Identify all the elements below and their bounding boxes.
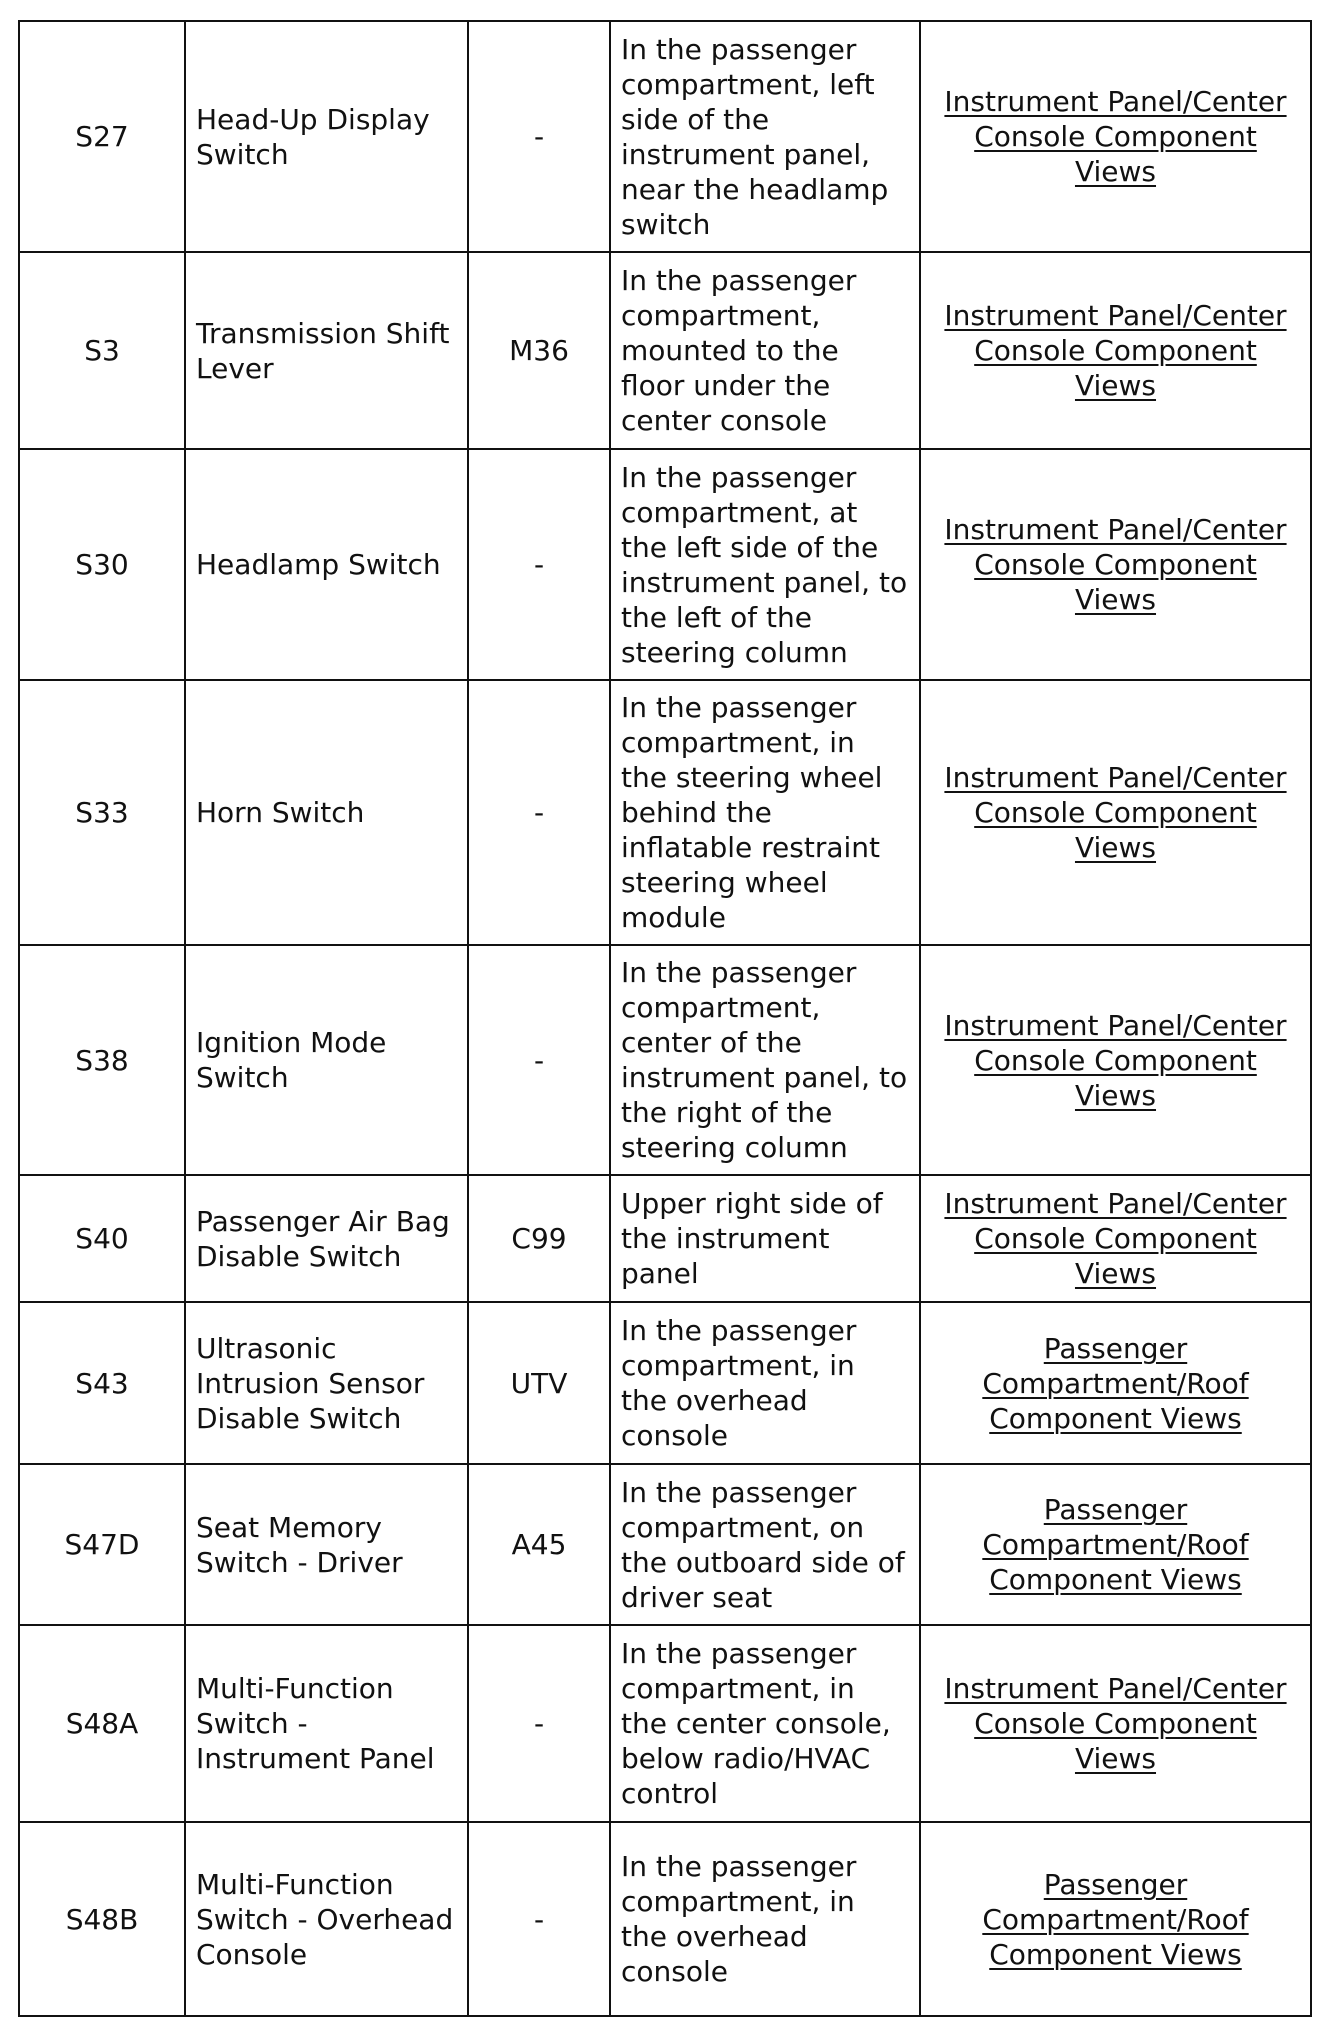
view-cell — [920, 680, 1311, 945]
component-view-link[interactable]: Instrument Panel/Center Console Component Views — [944, 513, 1287, 616]
table-row — [19, 21, 1311, 252]
component-name: Horn Switch — [196, 796, 365, 829]
component-name: Ignition Mode Switch — [196, 1026, 387, 1094]
component-id: S47D — [64, 1528, 140, 1561]
location: In the passenger compartment, in the steering wheel behind the inflatable restraint steering wheel module — [621, 691, 883, 934]
location-cell — [610, 1302, 920, 1464]
component-id-cell — [19, 1625, 185, 1822]
view-cell — [920, 1302, 1311, 1464]
location: In the passenger compartment, on the outboard side of driver seat — [621, 1475, 905, 1614]
table-row — [19, 1464, 1311, 1625]
connector-cell — [468, 252, 610, 449]
connector: - — [533, 796, 545, 829]
component-view-link[interactable]: Instrument Panel/Center Console Component Views — [944, 1672, 1287, 1775]
view-cell — [920, 1822, 1311, 2016]
connector: M36 — [509, 334, 569, 367]
component-id-cell — [19, 1822, 185, 2016]
location: In the passenger compartment, center of the instrument panel, to the right of the steering column — [621, 956, 908, 1164]
location: In the passenger compartment, in the overhead console — [621, 1314, 857, 1452]
component-name: Seat Memory Switch - Driver — [196, 1510, 403, 1579]
connector-cell — [468, 680, 610, 945]
component-id: S38 — [75, 1043, 129, 1077]
connector: - — [533, 1043, 545, 1077]
table-row — [19, 449, 1311, 680]
connector-cell — [468, 21, 610, 252]
connector: - — [533, 120, 545, 153]
component-id-cell — [19, 449, 185, 680]
component-id-cell — [19, 252, 185, 449]
connector: C99 — [511, 1222, 567, 1255]
connector: - — [533, 548, 545, 581]
connector-cell — [468, 1625, 610, 1822]
connector: - — [533, 1902, 545, 1936]
component-id: S40 — [75, 1222, 129, 1255]
component-name: Transmission Shift Lever — [196, 316, 450, 385]
location: In the passenger compartment, left side of the instrument panel, near the headlamp switch — [621, 32, 889, 241]
view-cell — [920, 1625, 1311, 1822]
location-cell — [610, 252, 920, 449]
location-cell — [610, 1464, 920, 1625]
component-view-link[interactable]: Instrument Panel/Center Console Component Views — [944, 761, 1287, 864]
connector-cell — [468, 449, 610, 680]
component-id: S48A — [65, 1707, 139, 1740]
component-name-cell — [185, 1175, 468, 1302]
component-id-cell — [19, 1464, 185, 1625]
component-id: S33 — [75, 796, 129, 829]
location: Upper right side of the instrument panel — [621, 1187, 883, 1290]
component-id: S27 — [75, 120, 129, 153]
view-cell — [920, 21, 1311, 252]
table-row — [19, 252, 1311, 449]
location: In the passenger compartment, in the overhead console — [621, 1850, 857, 1988]
location-cell — [610, 945, 920, 1175]
connector: UTV — [510, 1366, 568, 1400]
location: In the passenger compartment, mounted to the floor under the center console — [621, 264, 857, 437]
component-name-cell — [185, 1822, 468, 2016]
component-view-link[interactable]: Passenger Compartment/Roof Component Views — [982, 1493, 1249, 1596]
component-view-link[interactable]: Instrument Panel/Center Console Component Views — [944, 1187, 1287, 1290]
component-name: Passenger Air Bag Disable Switch — [196, 1204, 450, 1273]
connector: - — [533, 1707, 545, 1740]
component-name-cell — [185, 1464, 468, 1625]
component-view-link[interactable]: Instrument Panel/Center Console Component Views — [944, 85, 1287, 188]
table-row — [19, 1822, 1311, 2016]
table-row — [19, 680, 1311, 945]
table-row — [19, 1625, 1311, 1822]
table-row — [19, 1302, 1311, 1464]
component-id: S30 — [75, 548, 129, 581]
connector-cell — [468, 1175, 610, 1302]
table-row — [19, 945, 1311, 1175]
connector-cell — [468, 1302, 610, 1464]
view-cell — [920, 1464, 1311, 1625]
component-id-cell — [19, 945, 185, 1175]
connector-cell — [468, 945, 610, 1175]
component-locator-table — [18, 20, 1312, 2017]
component-view-link[interactable]: Passenger Compartment/Roof Component Views — [982, 1331, 1249, 1435]
component-id: S43 — [75, 1366, 129, 1400]
view-cell — [920, 449, 1311, 680]
component-view-link[interactable]: Passenger Compartment/Roof Component Views — [982, 1867, 1249, 1971]
component-view-link[interactable]: Instrument Panel/Center Console Component Views — [944, 1008, 1287, 1112]
component-id: S48B — [65, 1902, 139, 1936]
component-name-cell — [185, 945, 468, 1175]
component-name: Multi-Function Switch - Instrument Panel — [196, 1672, 435, 1775]
component-name-cell — [185, 1302, 468, 1464]
component-name-cell — [185, 21, 468, 252]
component-id-cell — [19, 21, 185, 252]
component-name-cell — [185, 680, 468, 945]
component-name: Headlamp Switch — [196, 548, 441, 581]
view-cell — [920, 252, 1311, 449]
location-cell — [610, 1822, 920, 2016]
component-name: Head-Up Display Switch — [196, 102, 430, 171]
table-row — [19, 1175, 1311, 1302]
view-cell — [920, 945, 1311, 1175]
location-cell — [610, 680, 920, 945]
component-name: Ultrasonic Intrusion Sensor Disable Switch — [196, 1331, 425, 1435]
component-id-cell — [19, 680, 185, 945]
location-cell — [610, 449, 920, 680]
component-id-cell — [19, 1302, 185, 1464]
connector: A45 — [511, 1528, 567, 1561]
location: In the passenger compartment, at the left side of the instrument panel, to the left of the steering column — [621, 460, 908, 669]
component-name-cell — [185, 1625, 468, 1822]
location: In the passenger compartment, in the center console, below radio/HVAC control — [621, 1637, 891, 1810]
component-name-cell — [185, 252, 468, 449]
connector-cell — [468, 1464, 610, 1625]
view-cell — [920, 1175, 1311, 1302]
location-cell — [610, 1175, 920, 1302]
component-id-cell — [19, 1175, 185, 1302]
component-view-link[interactable]: Instrument Panel/Center Console Component Views — [944, 299, 1287, 402]
connector-cell — [468, 1822, 610, 2016]
component-id: S3 — [84, 334, 120, 367]
component-name: Multi-Function Switch - Overhead Console — [196, 1867, 454, 1971]
component-name-cell — [185, 449, 468, 680]
location-cell — [610, 21, 920, 252]
location-cell — [610, 1625, 920, 1822]
